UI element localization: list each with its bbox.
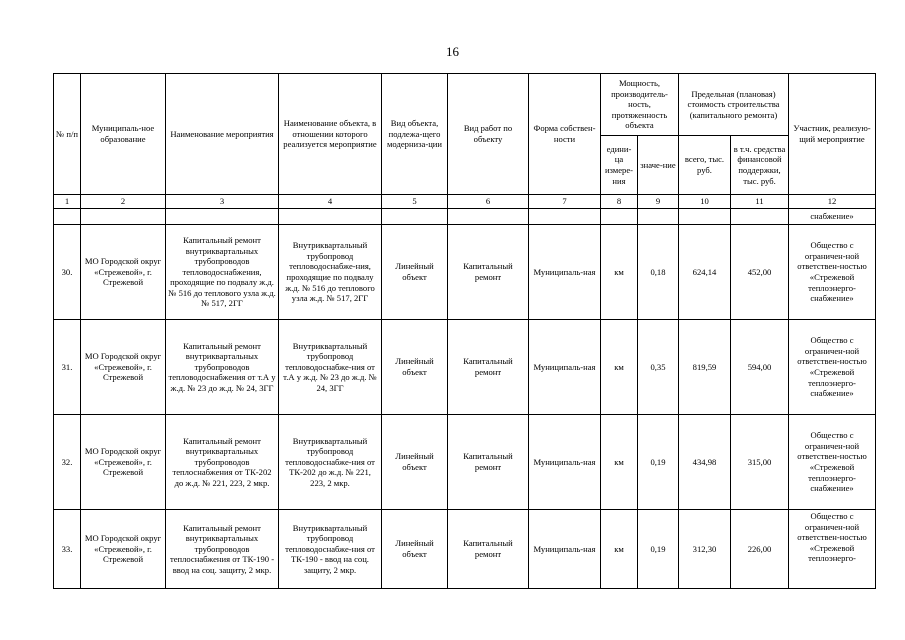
row-ownership: Муниципаль-ная: [529, 225, 601, 320]
row-municipality: МО Городской округ «Стрежевой», г. Стрежевой: [81, 225, 166, 320]
row-value: 0,18: [638, 225, 679, 320]
column-number: 9: [638, 195, 679, 209]
column-numbers-row: [54, 195, 876, 209]
row-municipality: МО Городской округ «Стрежевой», г. Стрежевой: [81, 320, 166, 415]
column-number: 8: [601, 195, 638, 209]
column-number: 1: [54, 195, 81, 209]
column-number: 5: [382, 195, 448, 209]
column-number: 11: [731, 195, 789, 209]
header-work-type: Вид работ по объекту: [448, 74, 529, 195]
column-number: 4: [279, 195, 382, 209]
header-capacity-unit: едини-ца измере-ния: [601, 136, 638, 195]
row-cost-support: 226,00: [731, 510, 789, 589]
row-unit: км: [601, 320, 638, 415]
header-cost-total: всего, тыс. руб.: [679, 136, 731, 195]
column-number: 2: [81, 195, 166, 209]
row-unit: км: [601, 225, 638, 320]
table-row: [54, 510, 876, 589]
row-municipality: МО Городской округ «Стрежевой», г. Стрежевой: [81, 415, 166, 510]
header-object: Наименование объекта, в отношении которого реализуется мероприятие: [279, 74, 382, 195]
row-cost-support: 452,00: [731, 225, 789, 320]
row-object-type: Линейный объект: [382, 510, 448, 589]
column-number: 10: [679, 195, 731, 209]
header-participant: Участник, реализую-щий мероприятие: [789, 74, 876, 195]
header-cost: Предельная (плановая) стоимость строительства (капитального ремонта): [679, 74, 789, 136]
row-participant: Общество с ограничен-ной ответствен-ностью «Стрежевой теплоэнерго-снабжение»: [789, 320, 876, 415]
table-row: [54, 415, 876, 510]
row-measure: Капитальный ремонт внутриквартальных трубопроводов тепловодоснабжения, проходящие по подвалу ж.д. № 516 до теплового узла ж.д. № 517, 2ГГ: [166, 225, 279, 320]
row-cost-support: 315,00: [731, 415, 789, 510]
row-participant-cell: [789, 510, 876, 589]
row-value: 0,19: [638, 510, 679, 589]
header-municipality: Муниципаль-ное образование: [81, 74, 166, 195]
header-object-type: Вид объекта, подлежа-щего модерниза-ции: [382, 74, 448, 195]
row-object-type: Линейный объект: [382, 415, 448, 510]
row-object: Внутриквартальный трубопровод тепловодоснабже-ния от ТК-202 до ж.д. № 221, 223, 2 мкр.: [279, 415, 382, 510]
column-number: 7: [529, 195, 601, 209]
row-participant: Общество с ограничен-ной ответствен-ностью «Стрежевой теплоэнерго-снабжение»: [789, 415, 876, 510]
row-unit: км: [601, 510, 638, 589]
carryover-row: [54, 209, 876, 225]
row-participant: Общество с ограничен-ной ответствен-ностью «Стрежевой теплоэнерго-снабжение»: [789, 225, 876, 320]
row-cost-total: 624,14: [679, 225, 731, 320]
header-ownership: Форма собствен-ности: [529, 74, 601, 195]
row-num: 30.: [54, 225, 81, 320]
row-num: 33.: [54, 510, 81, 589]
table-body: [54, 209, 876, 589]
row-measure: Капитальный ремонт внутриквартальных трубопроводов тепловодоснабжения от т.А у ж.д. № 23 до ж.д. № 24, 3ГГ: [166, 320, 279, 415]
row-cost-support: 594,00: [731, 320, 789, 415]
row-value: 0,35: [638, 320, 679, 415]
column-number: 3: [166, 195, 279, 209]
header-capacity: Мощность, производитель-ность, протяженность объекта: [601, 74, 679, 136]
row-cost-total: 312,30: [679, 510, 731, 589]
row-cost-total: 819,59: [679, 320, 731, 415]
row-object-type: Линейный объект: [382, 225, 448, 320]
row-participant: Общество с ограничен-ной ответствен-ностью «Стрежевой теплоэнерго-: [797, 511, 867, 564]
row-work-type: Капитальный ремонт: [448, 415, 529, 510]
row-ownership: Муниципаль-ная: [529, 320, 601, 415]
row-municipality: МО Городской округ «Стрежевой», г. Стрежевой: [81, 510, 166, 589]
table-row: [54, 225, 876, 320]
row-num: 32.: [54, 415, 81, 510]
row-object: Внутриквартальный трубопровод тепловодоснабже-ния от ТК-190 - ввод на соц. защиту, 2 мкр.: [279, 510, 382, 589]
table-row: [54, 320, 876, 415]
row-work-type: Капитальный ремонт: [448, 225, 529, 320]
row-object-type: Линейный объект: [382, 320, 448, 415]
carryover-text: снабжение»: [789, 209, 876, 225]
row-work-type: Капитальный ремонт: [448, 320, 529, 415]
row-ownership: Муниципаль-ная: [529, 415, 601, 510]
table-header: [54, 74, 876, 209]
row-object: Внутриквартальный трубопровод тепловодоснабже-ния от т.А у ж.д. № 23 до ж.д. № 24, 3ГГ: [279, 320, 382, 415]
row-measure: Капитальный ремонт внутриквартальных трубопроводов теплоснабжения от ТК-202 до ж.д. № 221, 223, 2 мкр.: [166, 415, 279, 510]
row-work-type: Капитальный ремонт: [448, 510, 529, 589]
row-object: Внутриквартальный трубопровод тепловодоснабже-ния, проходящие по подвалу ж.д. № 516 до теплового узла ж.д. № 517, 2ГГ: [279, 225, 382, 320]
program-table: [53, 73, 876, 589]
row-measure: Капитальный ремонт внутриквартальных трубопроводов теплоснабжения от ТК-190 - ввод на соц. защиту, 2 мкр.: [166, 510, 279, 589]
row-value: 0,19: [638, 415, 679, 510]
row-num: 31.: [54, 320, 81, 415]
row-unit: км: [601, 415, 638, 510]
row-cost-total: 434,98: [679, 415, 731, 510]
column-number: 12: [789, 195, 876, 209]
header-measure: Наименование мероприятия: [166, 74, 279, 195]
header-cost-support: в т.ч. средства финансовой поддержки, тыс. руб.: [731, 136, 789, 195]
page-number: 16: [446, 44, 459, 59]
row-ownership: Муниципаль-ная: [529, 510, 601, 589]
column-number: 6: [448, 195, 529, 209]
header-num: № п/п: [54, 74, 81, 195]
header-capacity-value: значе-ние: [638, 136, 679, 195]
